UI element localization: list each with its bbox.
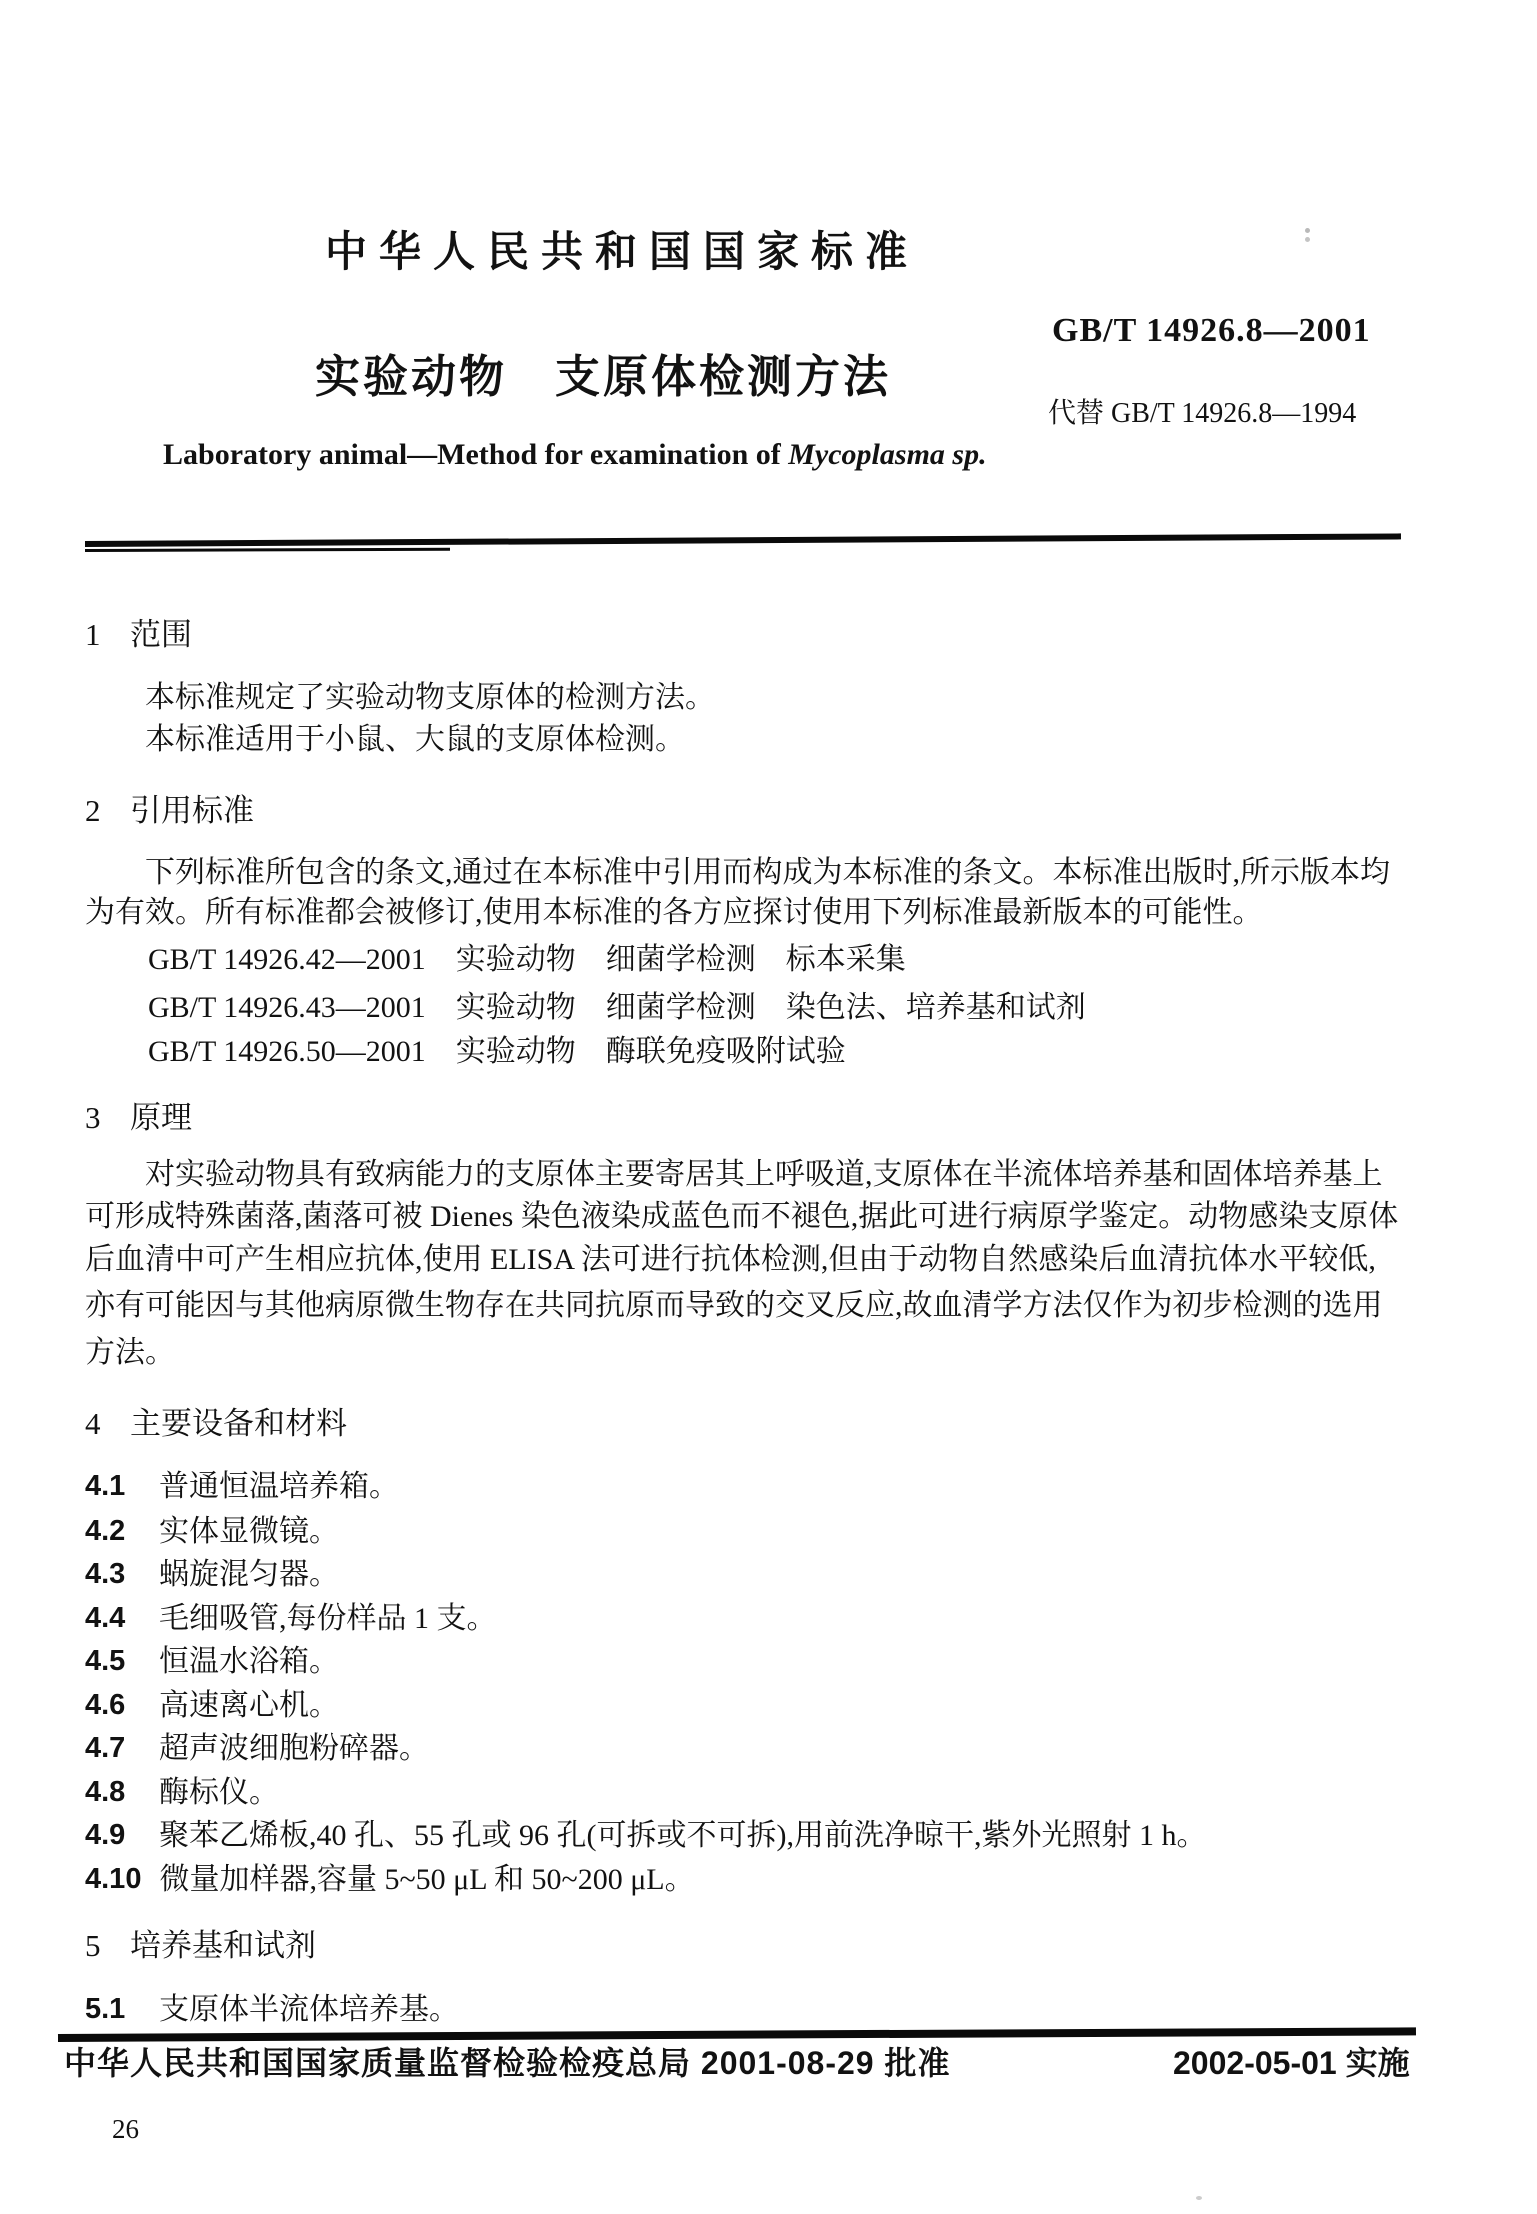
section-number: 1 <box>85 617 101 652</box>
document-title-cn: 实验动物 支原体检测方法 <box>315 351 892 402</box>
clause-text: 支原体半流体培养基。 <box>159 1993 459 2026</box>
clause-item <box>85 1778 279 1808</box>
clause-item <box>85 1865 695 1895</box>
clause-number: 4.4 <box>85 1602 126 1634</box>
section-title: 引用标准 <box>130 793 254 828</box>
clause-text: 超声波细胞粉碎器。 <box>159 1732 429 1765</box>
section-number: 3 <box>85 1100 101 1135</box>
replaces-note: 代替 GB/T 14926.8—1994 <box>1048 398 1357 429</box>
national-standard-banner: 中华人民共和国国家标准 <box>325 228 920 275</box>
section-title: 范围 <box>130 617 192 652</box>
clause-text: 实体显微镜。 <box>159 1515 339 1548</box>
section-number: 4 <box>85 1406 101 1441</box>
section-heading-media <box>85 1930 316 1961</box>
body-line: 方法。 <box>85 1336 175 1369</box>
reference-line: GB/T 14926.43—2001 实验动物 细菌学检测 染色法、培养基和试剂 <box>148 991 1086 1024</box>
title-en-text: Laboratory animal—Method for examination of <box>163 438 789 471</box>
species-name-italic: Mycoplasma sp. <box>788 438 987 471</box>
clause-number: 4.3 <box>85 1558 126 1590</box>
clause-text: 毛细吸管,每份样品 1 支。 <box>159 1602 497 1635</box>
document-title-en <box>163 440 987 470</box>
clause-number: 4.7 <box>85 1732 126 1764</box>
clause-text: 恒温水浴箱。 <box>159 1645 339 1678</box>
clause-text: 蜗旋混匀器。 <box>159 1558 339 1591</box>
body-line: 为有效。所有标准都会被修订,使用本标准的各方应探讨使用下列标准最新版本的可能性。 <box>85 896 1263 929</box>
section-heading-scope <box>85 619 192 650</box>
footer-divider-rule <box>58 2027 1416 2042</box>
header-divider-rule <box>85 533 1401 547</box>
clause-item <box>85 1560 339 1590</box>
scan-artifact <box>1196 2196 1202 2200</box>
body-line: 下列标准所包含的条文,通过在本标准中引用而构成为本标准的条文。本标准出版时,所示版本均 <box>145 856 1390 889</box>
clause-text: 高速离心机。 <box>159 1689 339 1722</box>
clause-item <box>85 1647 339 1677</box>
body-line: 亦有可能因与其他病原微生物存在共同抗原而导致的交叉反应,故血清学方法仅作为初步检测的选用 <box>85 1289 1383 1322</box>
clause-text: 聚苯乙烯板,40 孔、55 孔或 96 孔(可拆或不可拆),用前洗净晾干,紫外光照射 1 h。 <box>159 1819 1207 1852</box>
clause-item <box>85 1734 429 1764</box>
section-title: 主要设备和材料 <box>130 1406 347 1441</box>
body-line: 后血清中可产生相应抗体,使用 ELISA 法可进行抗体检测,但由于动物自然感染后血清抗体水平较低, <box>85 1243 1376 1276</box>
reference-line: GB/T 14926.50—2001 实验动物 酶联免疫吸附试验 <box>148 1035 846 1068</box>
body-line: 本标准规定了实验动物支原体的检测方法。 <box>145 681 715 714</box>
clause-item <box>85 1472 399 1502</box>
clause-item <box>85 1821 1206 1851</box>
section-number: 2 <box>85 793 101 828</box>
reference-line: GB/T 14926.42—2001 实验动物 细菌学检测 标本采集 <box>148 943 906 976</box>
section-title: 培养基和试剂 <box>130 1928 316 1963</box>
clause-item <box>85 1691 339 1721</box>
clause-item <box>85 1517 339 1547</box>
section-heading-references <box>85 795 254 826</box>
header-divider-rule-segment <box>85 548 450 552</box>
approval-authority: 中华人民共和国国家质量监督检验检疫总局 2001-08-29 批准 <box>64 2045 951 2081</box>
clause-number: 5.1 <box>85 1993 126 2025</box>
clause-item <box>85 1604 497 1634</box>
section-heading-principle <box>85 1102 192 1133</box>
body-line: 可形成特殊菌落,菌落可被 Dienes 染色液染成蓝色而不褪色,据此可进行病原学鉴定。动物感染支原体 <box>85 1200 1399 1233</box>
clause-text: 微量加样器,容量 5~50 μL 和 50~200 μL。 <box>159 1863 695 1896</box>
clause-number: 4.9 <box>85 1819 126 1851</box>
implementation-date: 2002-05-01 实施 <box>1173 2045 1410 2081</box>
page-number: 26 <box>112 2114 139 2144</box>
scan-artifact <box>1305 228 1310 233</box>
standard-number: GB/T 14926.8—2001 <box>1052 312 1371 349</box>
clause-number: 4.1 <box>85 1470 126 1502</box>
body-line: 本标准适用于小鼠、大鼠的支原体检测。 <box>145 723 685 756</box>
clause-number: 4.10 <box>85 1863 142 1895</box>
clause-item <box>85 1995 459 2025</box>
clause-number: 4.8 <box>85 1776 126 1808</box>
section-title: 原理 <box>130 1100 192 1135</box>
section-number: 5 <box>85 1928 101 1963</box>
clause-number: 4.6 <box>85 1689 126 1721</box>
section-heading-equipment <box>85 1408 347 1439</box>
clause-text: 普通恒温培养箱。 <box>159 1470 399 1503</box>
clause-number: 4.2 <box>85 1515 126 1547</box>
clause-number: 4.5 <box>85 1645 126 1677</box>
clause-text: 酶标仪。 <box>159 1776 279 1809</box>
body-line: 对实验动物具有致病能力的支原体主要寄居其上呼吸道,支原体在半流体培养基和固体培养基上 <box>145 1158 1383 1191</box>
